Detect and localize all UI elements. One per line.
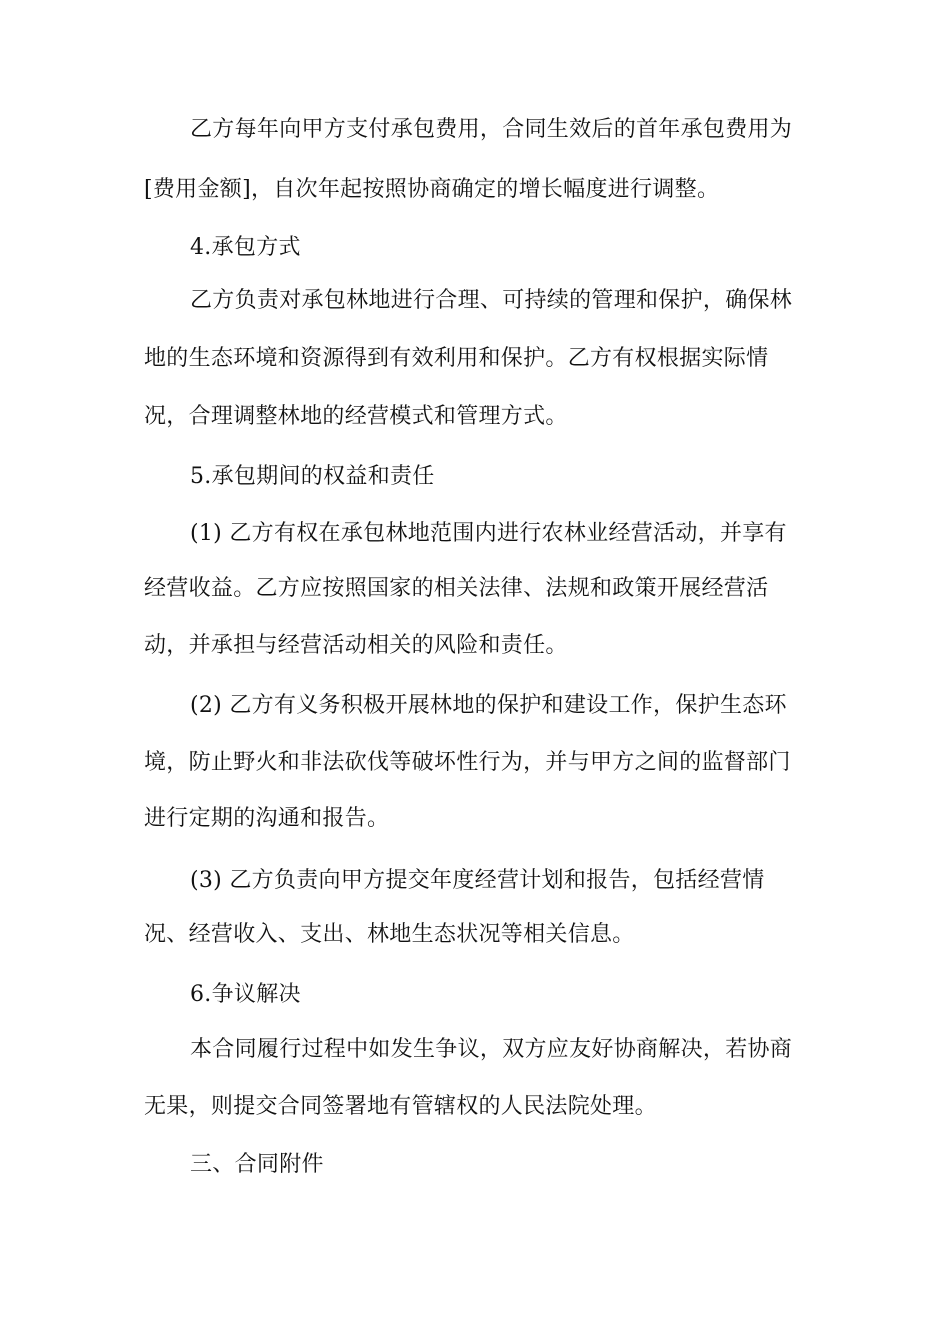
paragraph-line: 经营收益。乙方应按照国家的相关法律、法规和政策开展经营活	[144, 576, 769, 601]
section-heading: 5.承包期间的权益和责任	[190, 464, 435, 489]
paragraph-line: 况，合理调整林地的经营模式和管理方式。	[144, 404, 568, 429]
paragraph-line: 无果，则提交合同签署地有管辖权的人民法院处理。	[144, 1094, 657, 1119]
paragraph-line: 况、经营收入、支出、林地生态状况等相关信息。	[144, 922, 635, 947]
section-heading: 三、合同附件	[190, 1152, 324, 1177]
paragraph-line: 乙方每年向甲方支付承包费用，合同生效后的首年承包费用为	[190, 117, 793, 142]
paragraph-line: 本合同履行过程中如发生争议，双方应友好协商解决，若协商	[190, 1037, 793, 1062]
paragraph-line: [费用金额]，自次年起按照协商确定的增长幅度进行调整。	[144, 177, 720, 202]
paragraph-line: 地的生态环境和资源得到有效利用和保护。乙方有权根据实际情	[144, 346, 769, 371]
section-heading: 6.争议解决	[190, 982, 301, 1007]
paragraph-line: (3) 乙方负责向甲方提交年度经营计划和报告，包括经营情	[190, 868, 765, 893]
paragraph-line: (1) 乙方有权在承包林地范围内进行农林业经营活动，并享有	[190, 521, 787, 546]
paragraph-line: 境，防止野火和非法砍伐等破坏性行为，并与甲方之间的监督部门	[144, 750, 791, 775]
paragraph-line: 乙方负责对承包林地进行合理、可持续的管理和保护，确保林	[190, 288, 793, 313]
paragraph-line: (2) 乙方有义务积极开展林地的保护和建设工作，保护生态环	[190, 693, 787, 718]
paragraph-line: 动，并承担与经营活动相关的风险和责任。	[144, 633, 568, 658]
paragraph-line: 进行定期的沟通和报告。	[144, 806, 390, 831]
section-heading: 4.承包方式	[190, 235, 301, 260]
